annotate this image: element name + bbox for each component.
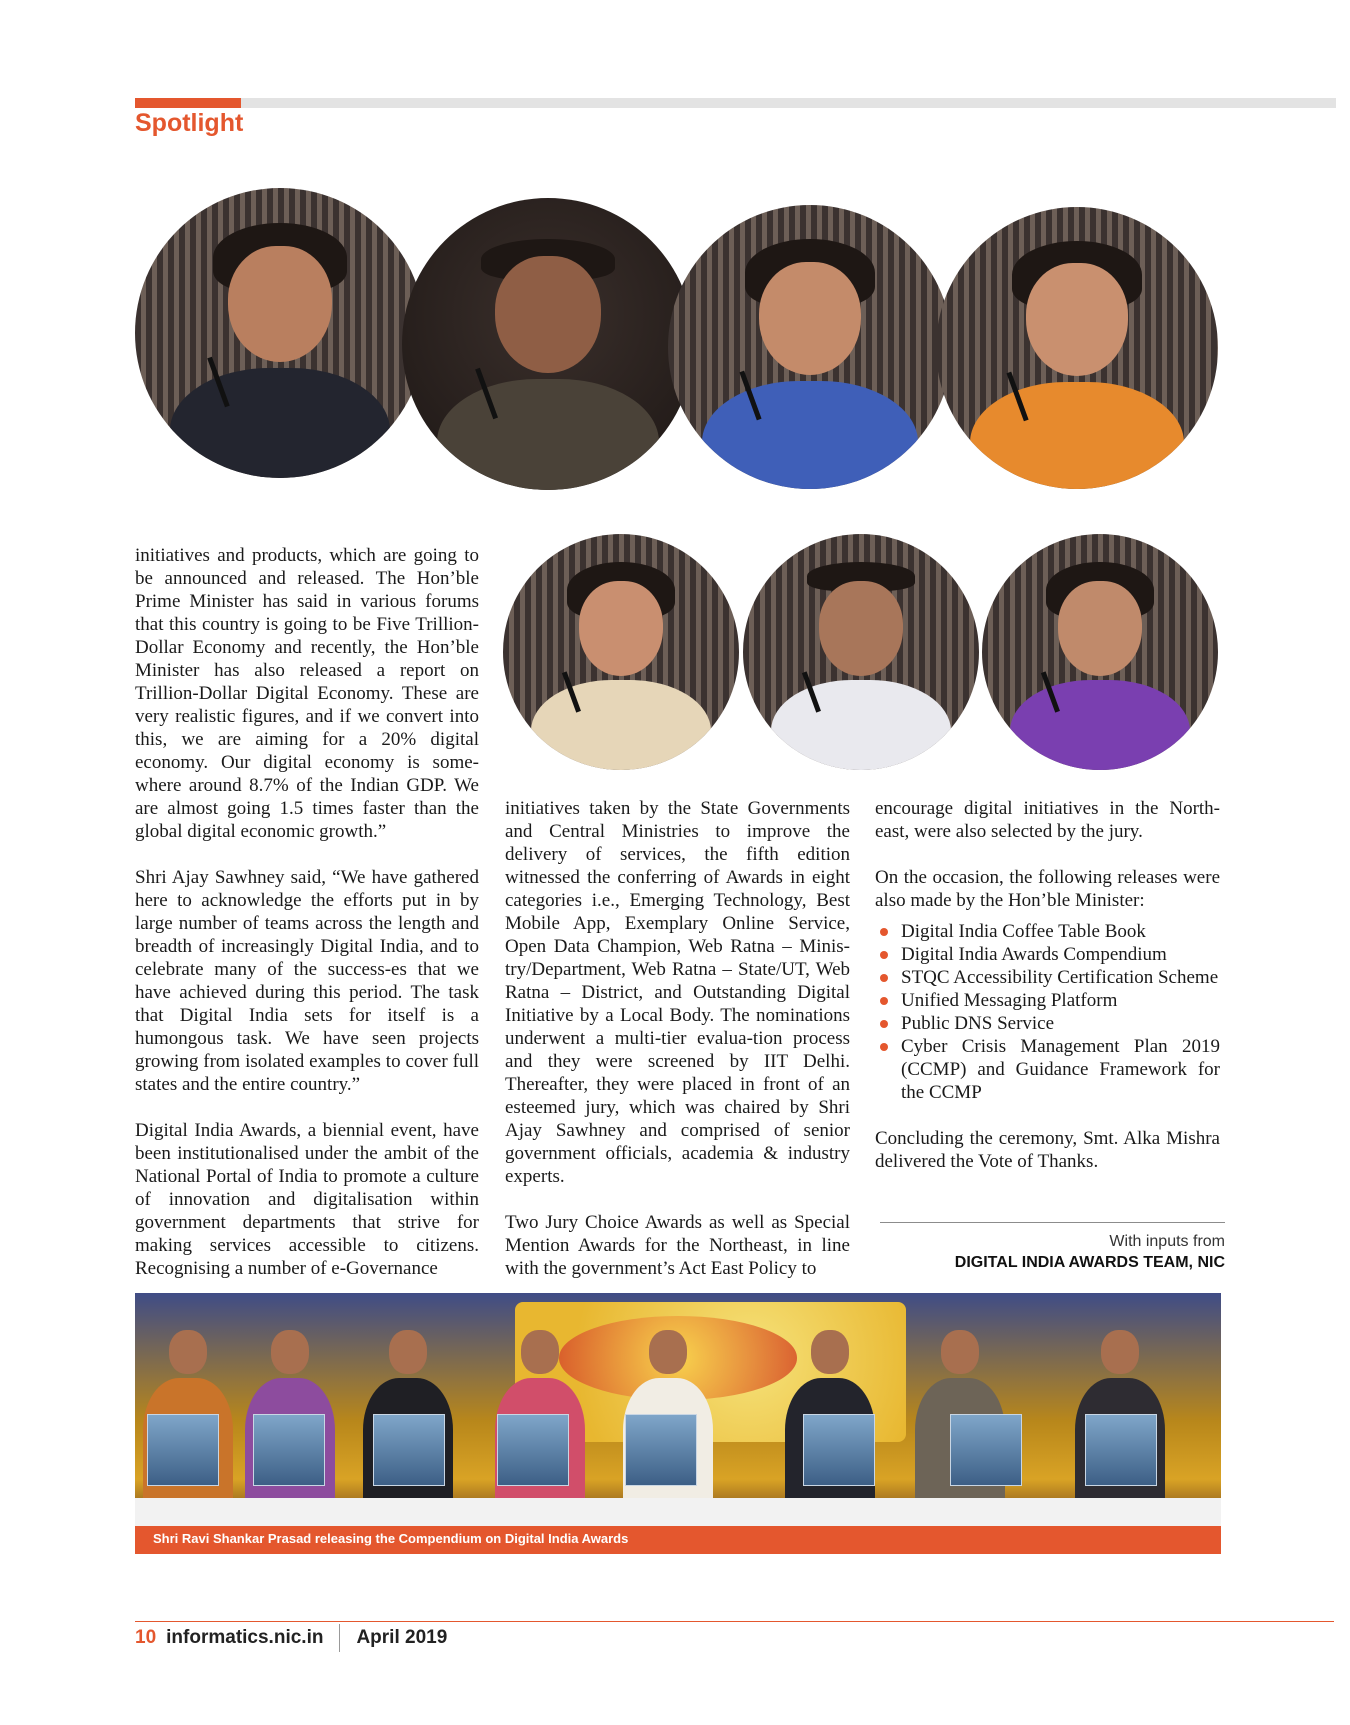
column-1-paragraph-3: Digital India Awards, a biennial event, have been institutionalised under the ambit of the National Portal of India to promote a culture of innovation and digitalisation within government departments that strive for making services accessible to citizens. Recognising a number of e-Governance — [135, 1120, 479, 1279]
list-item: Cyber Crisis Management Plan 2019 (CCMP) and Guidance Framework for the CCMP — [875, 1035, 1220, 1104]
section-title: Spotlight — [135, 109, 244, 137]
compendium-book — [253, 1414, 325, 1486]
photo-caption-bar — [135, 1526, 1221, 1554]
compendium-book — [803, 1414, 875, 1486]
compendium-book — [950, 1414, 1022, 1486]
column-2-paragraph-2: Two Jury Choice Awards as well as Special Mention Awards for the Northeast, in line with the government’s Act East Policy to — [505, 1212, 850, 1279]
credits-label: With inputs from — [1109, 1233, 1225, 1250]
header-accent-bar — [135, 98, 241, 108]
column-1 — [135, 544, 479, 1280]
footer-rule — [135, 1621, 1334, 1622]
portrait-speaker-7 — [982, 534, 1218, 770]
portrait-speaker-4 — [936, 207, 1218, 489]
column-3 — [875, 797, 1220, 1173]
column-2 — [505, 797, 850, 1280]
list-item: Digital India Coffee Table Book — [875, 920, 1220, 943]
footer-divider — [339, 1624, 340, 1652]
bullet-icon — [880, 974, 888, 982]
compendium-book — [373, 1414, 445, 1486]
compendium-book — [147, 1414, 219, 1486]
bullet-icon — [880, 997, 888, 1005]
column-3-paragraph-1: encourage digital initiatives in the North-east, were also selected by the jury. — [875, 798, 1220, 842]
portrait-speaker-1 — [135, 188, 425, 478]
portrait-speaker-5 — [503, 534, 739, 770]
column-1-paragraph-2: Shri Ajay Sawhney said, “We have gathered here to acknowledge the efforts put in by large number of teams across the length and breadth of increasingly Digital India, and to celebrate many of the success-es that we have achieved during this period. The task that Digital India sets for itself is a humongous task. We have seen projects growing from isolated examples to cover full states and the entire country.” — [135, 867, 479, 1095]
list-item: Unified Messaging Platform — [875, 989, 1220, 1012]
header-rule — [135, 98, 1336, 108]
list-item: Digital India Awards Compendium — [875, 943, 1220, 966]
list-item: STQC Accessibility Certification Scheme — [875, 966, 1220, 989]
credits-rule — [880, 1222, 1225, 1223]
compendium-book — [625, 1414, 697, 1486]
page-footer — [135, 1624, 447, 1652]
releases-list — [875, 920, 1220, 1104]
bullet-icon — [880, 928, 888, 936]
site-url: informatics.nic.in — [166, 1627, 324, 1648]
column-3-paragraph-2: On the occasion, the following releases were also made by the Hon’ble Minister: — [875, 867, 1220, 911]
stage-table — [135, 1498, 1221, 1526]
portrait-speaker-6 — [743, 534, 979, 770]
bullet-icon — [880, 1020, 888, 1028]
portrait-speaker-2 — [402, 198, 694, 490]
group-photo — [135, 1293, 1221, 1526]
portrait-speaker-3 — [668, 205, 952, 489]
page-number: 10 — [135, 1627, 157, 1648]
bullet-icon — [880, 1043, 888, 1051]
column-3-paragraph-3: Concluding the ceremony, Smt. Alka Mishra delivered the Vote of Thanks. — [875, 1128, 1220, 1172]
list-item: Public DNS Service — [875, 1012, 1220, 1035]
compendium-book — [497, 1414, 569, 1486]
credits-team: DIGITAL INDIA AWARDS TEAM, NIC — [954, 1254, 1225, 1271]
photo-caption: Shri Ravi Shankar Prasad releasing the Compendium on Digital India Awards — [153, 1531, 629, 1546]
issue-date: April 2019 — [356, 1627, 448, 1648]
compendium-book — [1085, 1414, 1157, 1486]
column-1-paragraph-1: initiatives and products, which are going to be announced and released. The Hon’ble Prime Minister has said in various forums that this country is going to be Five Trillion-Dollar Economy and recently, the Hon’ble Minister has also released a report on Trillion-Dollar Digital Economy. These are very realistic figures, and if we convert into this, we are aiming for a 20% digital economy. Our digital economy is some-where around 8.7% of the Indian GDP. We are almost going 1.5 times faster than the global digital economic growth.” — [135, 545, 479, 842]
column-2-paragraph-1: initiatives taken by the State Governments and Central Ministries to improve the delivery of services, the fifth edition witnessed the conferring of Awards in eight categories i.e., Emerging Technology, Best Mobile App, Exemplary Online Service, Open Data Champion, Web Ratna – Minis-try/Department, Web Ratna – State/UT, Web Ratna – District, and Outstanding Digital Initiative by a Local Body. The nominations underwent a multi-tier evalua-tion process and they were screened by IIT Delhi. Thereafter, they were placed in front of an esteemed jury, which was chaired by Shri Ajay Sawhney and comprised of senior government officials, academia & industry experts. — [505, 798, 850, 1187]
bullet-icon — [880, 951, 888, 959]
